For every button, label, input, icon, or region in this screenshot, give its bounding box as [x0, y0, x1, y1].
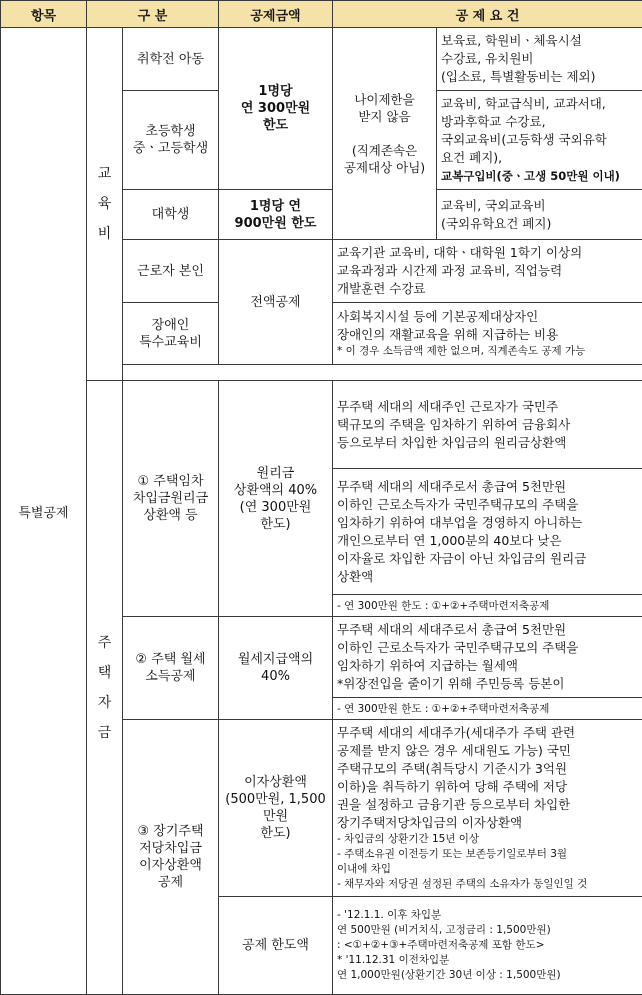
preschool-name: 취학전 아동 [123, 28, 219, 91]
header-requirements: 공 제 요 건 [333, 1, 642, 28]
disabled-name: 장애인 특수교육비 [123, 303, 219, 365]
preschool-requirements: 보육료, 학원비ㆍ체육시설 수강료, 유치원비 (입소료, 특별활동비는 제외) [437, 28, 642, 91]
education-label: 교 육 비 [87, 28, 123, 381]
disabled-requirements: 사회복지시설 등에 기본공제대상자인 장애인의 재활교육을 위해 지급하는 비용 * 이 경우 소득금액 제한 없으며, 직계존속도 공제 가능 [333, 303, 642, 365]
mortgage-limit-requirements: - '12.1.1. 이후 차입분 연 500만원 (비거치식, 고정금리 : 1,500만원) : <①+②+③+주택마련저축공제 포함 한도> * '11.12.31 이전차입분 연 1,000만원(상환기간 30년 이상 : 1,500만원) [333, 897, 642, 995]
rent-loan-limit: - 연 300만원 한도 : ①+②+주택마련저축공제 [333, 595, 642, 617]
monthly-rent-requirements: 무주택 세대의 세대주로서 총급여 5천만원 이하인 근로소득자가 국민주택규모의 주택을 임차하기 위하여 지급하는 월세액 *위장전입을 줄이기 위해 주민등록 등본이 [333, 617, 642, 698]
school-name: 초등학생 중ㆍ고등학생 [123, 91, 219, 190]
worker-name: 근로자 본인 [123, 240, 219, 303]
header-category: 구 분 [87, 1, 219, 28]
worker-requirements: 교육기관 교육비, 대학ㆍ대학원 1학기 이상의 교육과정과 시간제 과정 교육비, 직업능력 개발훈련 수강료 [333, 240, 642, 303]
row-preschool [1, 28, 642, 91]
header-item: 항목 [1, 1, 87, 28]
per-child-amount: 1명당 연 300만원 한도 [219, 28, 333, 190]
rent-loan-requirements-1: 무주택 세대의 세대주인 근로자가 국민주 택규모의 주택을 임차하기 위하여 금융회사 등으로부터 차입한 차입금의 원리금상환액 [333, 381, 642, 469]
header-row [1, 1, 642, 28]
header-amount: 공제금액 [219, 1, 333, 28]
disabled-note: * 이 경우 소득금액 제한 없으며, 직계존속도 공제 가능 [337, 345, 586, 357]
mortgage-amount: 이자상환액 (500만원, 1,500만원 한도) [219, 720, 333, 897]
mortgage-conditions: - 차입금의 상환기간 15년 이상 - 주택소유권 이전등기 또는 보존등기일로부터 3월 이내에 차입 - 채무자와 저당권 설정된 주택의 소유자가 동일인일 것 [337, 833, 588, 890]
mortgage-name: ③ 장기주택 저당차입금 이자상환액 공제 [123, 720, 219, 995]
university-name: 대학생 [123, 190, 219, 240]
full-amount: 전액공제 [219, 240, 333, 365]
rent-loan-amount: 원리금 상환액의 40% (연 300만원 한도) [219, 381, 333, 617]
age-limit-note: 나이제한을 받지 않음 (직계존속은 공제대상 아님) [333, 28, 437, 240]
school-requirements: 교육비, 학교급식비, 교과서대, 방과후학교 수강료, 국외교육비(고등학생 국외유학 요건 폐지), 교복구입비(중ㆍ고생 50만원 이내) [437, 91, 642, 190]
rent-loan-name: ① 주택임차 차입금원리금 상환액 등 [123, 381, 219, 617]
mortgage-limit-name: 공제 한도액 [219, 897, 333, 995]
university-amount: 1명당 연 900만원 한도 [219, 190, 333, 240]
university-requirements: 교육비, 국외교육비 (국외유학요건 폐지) [437, 190, 642, 240]
rent-loan-requirements-2: 무주택 세대의 세대주로서 총급여 5천만원 이하인 근로소득자가 국민주택규모의 주택을 임차하기 위하여 대부업을 경영하지 아니하는 개인으로부터 연 1,000분의 40보다 낮은 이자율로 차입한 자금이 아닌 차입금의 원리금 상환액 [333, 469, 642, 595]
mortgage-requirements: 무주택 세대의 세대주가(세대주가 주택 관련 공제를 받지 않은 경우 세대원도 가능) 국민 주택규모의 주택(취득당시 기준시가 3억원 이하)을 취득하기 위하여 당해 주택에 저당 권을 설정하고 금융기관 등으로부터 차입한 장기주택저당차입금의 이자상환액 - 차입금의 상환기간 15년 이상 - 주택소유권 이전등기 또는 보존등기일로부터 3월 이내에 차입 - 채무자와 저당권 설정된 주택의 소유자가 동일인일 것 [333, 720, 642, 897]
row-rent-loan-1 [1, 381, 642, 469]
monthly-rent-limit: - 연 300만원 한도 : ①+②+주택마련저축공제 [333, 698, 642, 720]
monthly-rent-name: ② 주택 월세 소득공제 [123, 617, 219, 720]
monthly-rent-amount: 월세지급액의 40% [219, 617, 333, 720]
housing-label: 주 택 자 금 [87, 381, 123, 995]
special-deduction-label: 특별공제 [1, 28, 87, 995]
